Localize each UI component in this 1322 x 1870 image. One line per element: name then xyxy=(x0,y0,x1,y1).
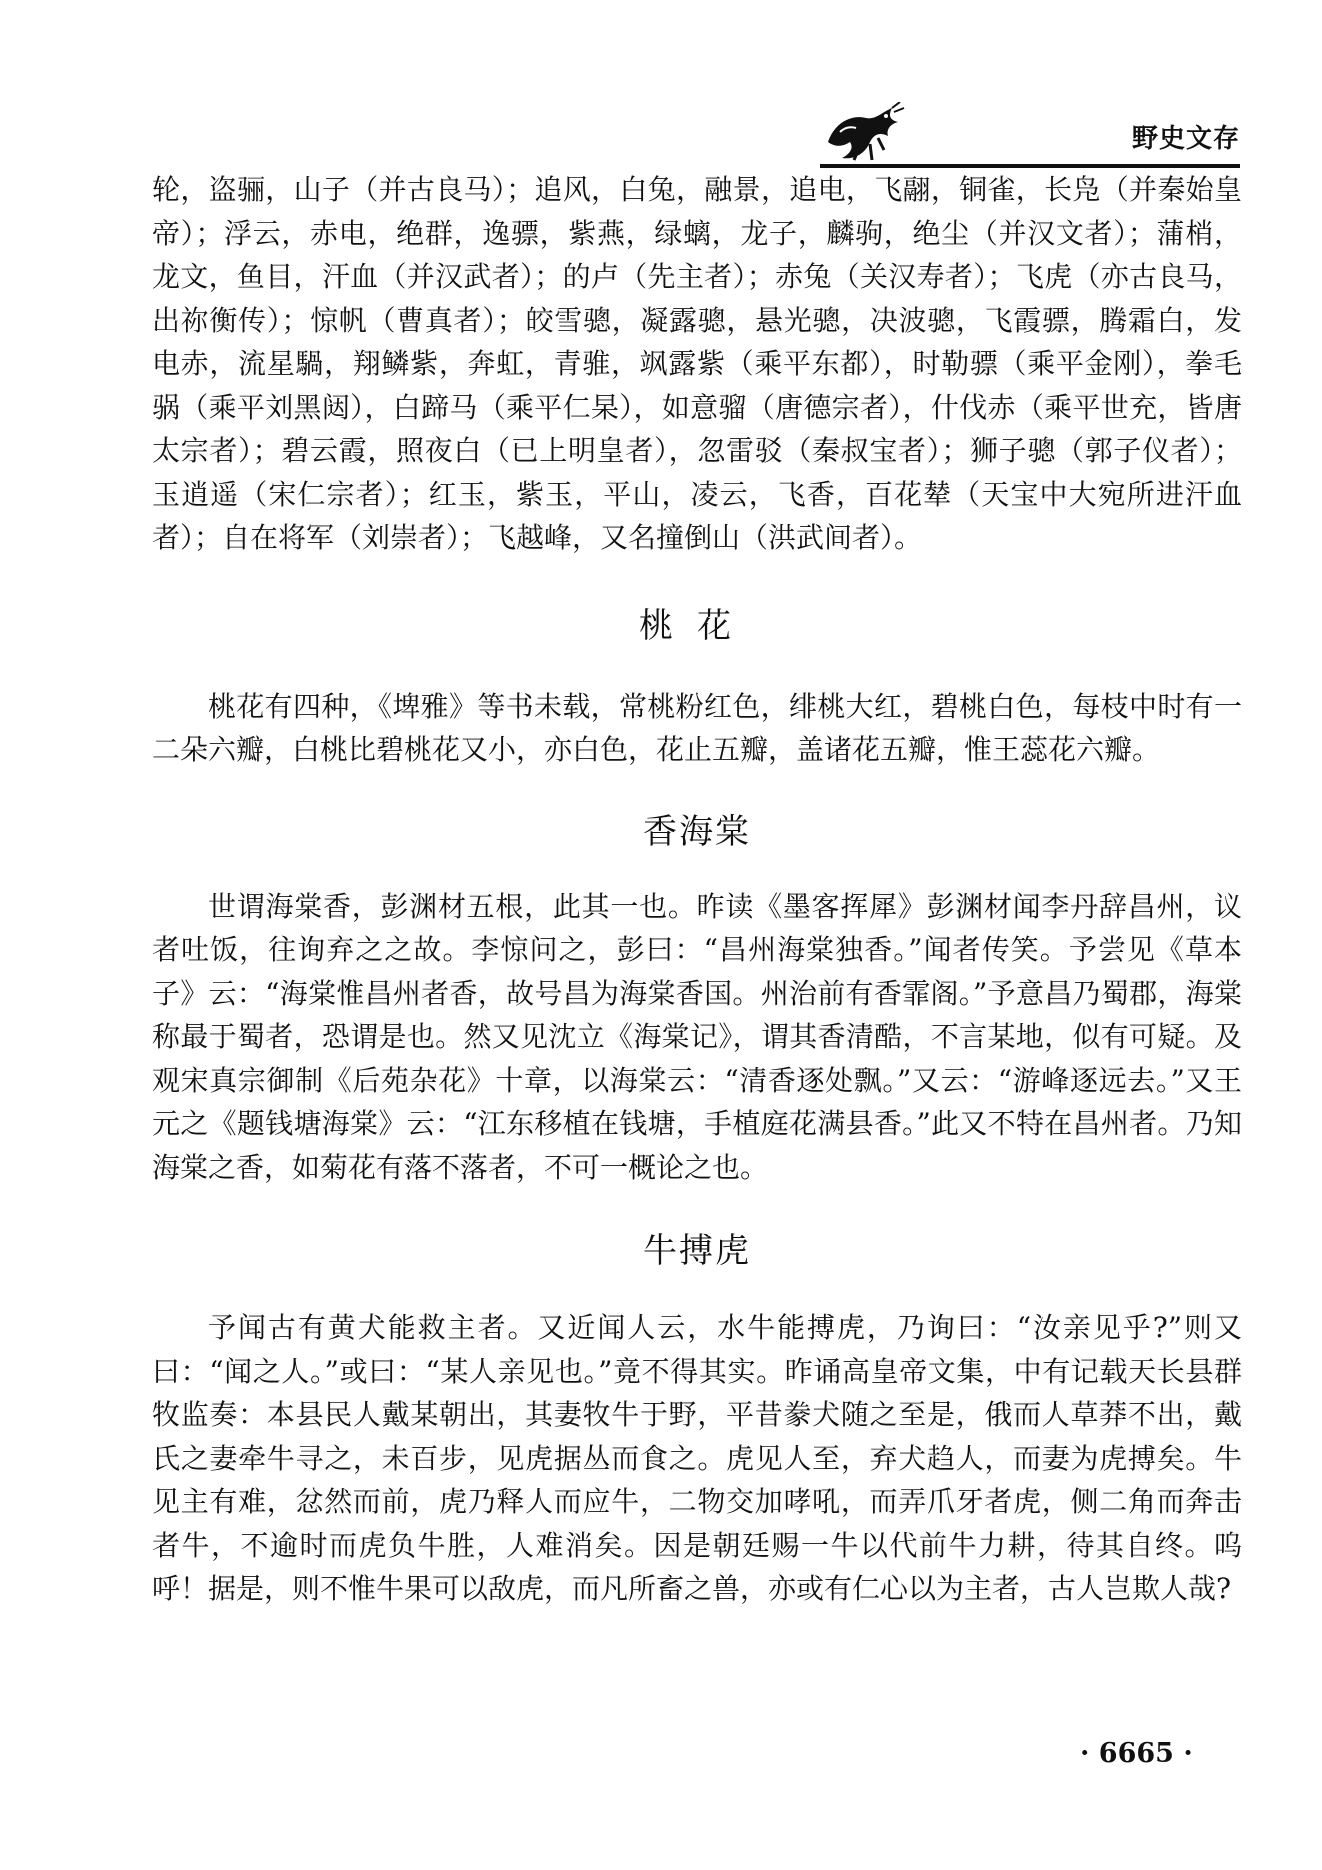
page-number: · 6665 · xyxy=(1080,1738,1193,1769)
section-title-niubohu: 牛搏虎 xyxy=(643,1231,751,1271)
horse-list-paragraph: 轮，盗骊，山子（并古良马）；追风，白兔，融景，追电，飞翮，铜雀，长凫（并秦始皇帝）；浮云，赤电，绝群，逸骠，紫燕，绿螭，龙子，麟驹，绝尘（并汉文者）；蒲梢，龙文，鱼目，汗血（并汉武者）；的卢（先主者）；赤兔（关汉寿者）；飞虎（亦古良马，出祢衡传）；惊帆（曹真者）；皎雪骢，凝露骢，悬光骢，决波骢，飞霞骠，腾霜白，发电赤，流星騧，翔鳞紫，奔虹，青骓，飒露紫（乘平东都），时勒骠（乘平金刚），拳毛䯄（乘平刘黑闼），白蹄马（乘平仁杲），如意骝（唐德宗者），什伐赤（乘平世充，皆唐太宗者）；碧云霞，照夜白（已上明皇者），忽雷驳（秦叔宝者）；狮子骢（郭子仪者）；玉逍遥（宋仁宗者）；红玉，紫玉，平山，凌云，飞香，百花辇（天宝中大宛所进汗血者）；自在将军（刘崇者）；飞越峰，又名撞倒山（洪武间者）。 xyxy=(152,173,1242,554)
dragon-emblem-icon xyxy=(820,102,910,168)
running-header xyxy=(820,96,1240,176)
header-title: 野史文存 xyxy=(1131,124,1240,154)
niubohu-paragraph: 予闻古有黄犬能救主者。又近闻人云，水牛能搏虎，乃询曰：“汝亲见乎?”则又曰：“闻之人。”或曰：“某人亲见也。”竟不得其实。昨诵高皇帝文集，中有记载天长县群牧监奏：本县民人戴某朝出，其妻牧牛于野，平昔豢犬随之至是，俄而人草莽不出，戴氏之妻牵牛寻之，未百步，见虎据丛而食之。虎见人至，弃犬趋人，而妻为虎搏矣。牛见主有难，忿然而前，虎乃释人而应牛，二物交加哮吼，而弄爪牙者虎，侧二角而奔击者牛，不逾时而虎负牛胜，人难消矣。因是朝廷赐一牛以代前牛力耕，待其自终。呜呼！据是，则不惟牛果可以敌虎，而凡所畜之兽，亦或有仁心以为主者，古人岂欺人哉? xyxy=(152,1311,1242,1605)
section-title-taohua: 桃花 xyxy=(639,605,755,646)
taohua-paragraph: 桃花有四种，《埤雅》等书未载，常桃粉红色，绯桃大红，碧桃白色，每枝中时有一二朵六瓣，白桃比碧桃花又小，亦白色，花止五瓣，盖诸花五瓣，惟王蕊花六瓣。 xyxy=(152,689,1242,766)
haitang-paragraph: 世谓海棠香，彭渊材五根，此其一也。昨读《墨客挥犀》彭渊材闻李丹辞昌州，议者吐饭，往询弃之之故。李惊问之，彭曰：“昌州海棠独香。”闻者传笑。予尝见《草本子》云：“海棠惟昌州者香，故号昌为海棠香国。州治前有香霏阁。”予意昌乃蜀郡，海棠称最于蜀者，恐谓是也。然又见沈立《海棠记》，谓其香清酷，不言某地，似有可疑。及观宋真宗御制《后苑杂花》十章，以海棠云：“清香逐处飘。”又云：“游峰逐远去。”又王元之《题钱塘海棠》云：“江东移植在钱塘，手植庭花满县香。”此又不特在昌州者。乃知海棠之香，如菊花有落不落者，不可一概论之也。 xyxy=(152,889,1242,1184)
section-title-haitang: 香海棠 xyxy=(643,811,751,852)
page-content xyxy=(152,168,1242,1611)
